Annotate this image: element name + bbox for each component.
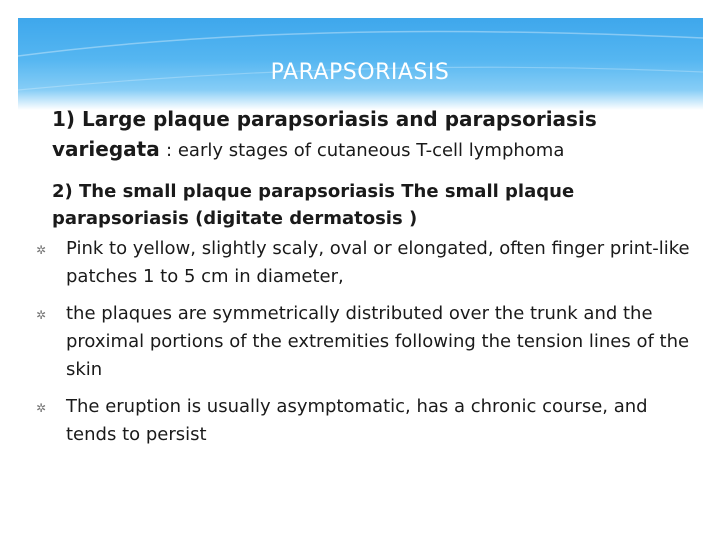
slide-title xyxy=(0,60,720,85)
bullet-item xyxy=(36,235,692,291)
bullet-text: Pink to yellow, slightly scaly, oval or elongated, often finger print-like patches 1 to 5 cm in diameter, xyxy=(66,238,690,287)
bullet-text: the plaques are symmetrically distributed over the trunk and the proximal portions of the extremities following the tension lines of the skin xyxy=(66,303,690,380)
asterisk-bullet-icon: ✲ xyxy=(36,401,47,415)
bullet-list xyxy=(36,235,692,449)
point-large-plaque xyxy=(52,104,692,166)
point1-rest: : early stages of cutaneous T-cell lymphoma xyxy=(166,140,565,161)
bullet-text: The eruption is usually asymptomatic, has a chronic course, and tends to persist xyxy=(66,396,648,445)
asterisk-bullet-icon: ✲ xyxy=(36,308,47,322)
slide-content xyxy=(36,104,692,458)
slide-title-text: PARAPSORIASIS xyxy=(270,60,450,85)
point-small-plaque: 2) The small plaque parapsoriasis The small plaque parapsoriasis (digitate dermatosis ) xyxy=(52,181,575,229)
bullet-item xyxy=(36,300,692,384)
bullet-item xyxy=(36,393,692,449)
asterisk-bullet-icon: ✲ xyxy=(36,243,47,257)
point1-lead: 1) Large plaque parapsoriasis and parapsoriasis variegata xyxy=(52,107,597,161)
